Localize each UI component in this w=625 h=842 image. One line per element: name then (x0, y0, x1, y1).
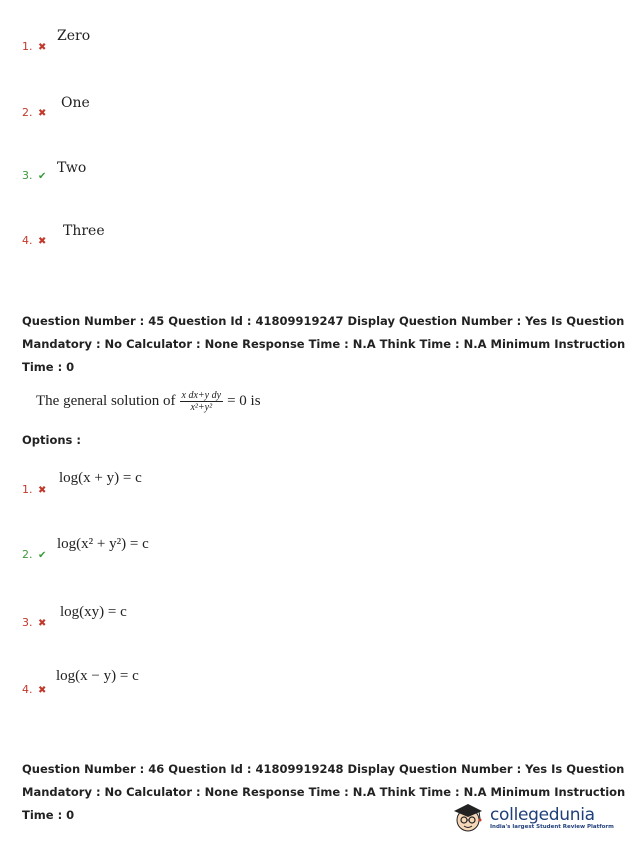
q44-option-2-number (22, 106, 46, 119)
q45-stem (36, 390, 261, 413)
q44-option-1-number (22, 40, 46, 53)
wrong-icon: ✖ (38, 485, 47, 496)
option-number: 1. (22, 483, 33, 496)
collegedunia-logo (448, 794, 614, 840)
wrong-icon: ✖ (38, 236, 47, 247)
q45-option-4-text: log(x − y) = c (56, 668, 139, 684)
logo-wordmark (490, 805, 614, 830)
q44-option-2-text: One (61, 95, 90, 111)
fraction-numerator: x dx+y dy (181, 390, 222, 401)
option-number: 3. (22, 616, 33, 629)
q46-header-line-1: Question Number : 46 Question Id : 41809919248 Display Question Number : Yes Is Question (22, 762, 625, 776)
q44-option-3-number (22, 169, 46, 182)
q45-option-4-number (22, 683, 46, 696)
q45-option-1-number (22, 483, 46, 496)
check-icon: ✔ (38, 550, 47, 561)
q45-option-2-number (22, 548, 46, 561)
q45-header-line-3: Time : 0 (22, 360, 75, 374)
check-icon: ✔ (38, 171, 47, 182)
options-label: Options : (22, 433, 81, 447)
fraction-denominator: x²+y² (190, 402, 213, 413)
q44-option-4-number (22, 234, 46, 247)
option-number: 4. (22, 234, 33, 247)
stem-suffix: = 0 is (227, 393, 261, 409)
q44-option-1-text: Zero (57, 28, 91, 44)
wrong-icon: ✖ (38, 685, 47, 696)
q44-option-4-text: Three (63, 223, 105, 239)
option-number: 1. (22, 40, 33, 53)
wrong-icon: ✖ (38, 42, 47, 53)
stem-fraction (180, 390, 224, 413)
option-number: 3. (22, 169, 33, 182)
q45-header-line-2: Mandatory : No Calculator : None Response Time : N.A Think Time : N.A Minimum Instruction (22, 337, 625, 351)
logo-tagline: India's largest Student Review Platform (490, 823, 614, 830)
wrong-icon: ✖ (38, 618, 47, 629)
q46-header-line-2: Mandatory : No Calculator : None Response Time : N.A Think Time : N.A Minimum Instruction (22, 785, 625, 799)
q45-option-3-number (22, 616, 46, 629)
option-number: 2. (22, 106, 33, 119)
q44-option-3-text: Two (57, 160, 87, 176)
logo-name: collegedunia (490, 804, 595, 825)
q45-option-2-text: log(x² + y²) = c (57, 536, 149, 552)
student-mascot-icon (448, 797, 488, 837)
q46-header-line-3: Time : 0 (22, 808, 75, 822)
wrong-icon: ✖ (38, 108, 47, 119)
q45-header-line-1: Question Number : 45 Question Id : 41809919247 Display Question Number : Yes Is Question (22, 314, 625, 328)
q45-header (22, 310, 625, 379)
q45-option-3-text: log(xy) = c (60, 604, 127, 620)
stem-prefix: The general solution of (36, 393, 176, 409)
q45-option-1-text: log(x + y) = c (59, 470, 142, 486)
option-number: 2. (22, 548, 33, 561)
option-number: 4. (22, 683, 33, 696)
